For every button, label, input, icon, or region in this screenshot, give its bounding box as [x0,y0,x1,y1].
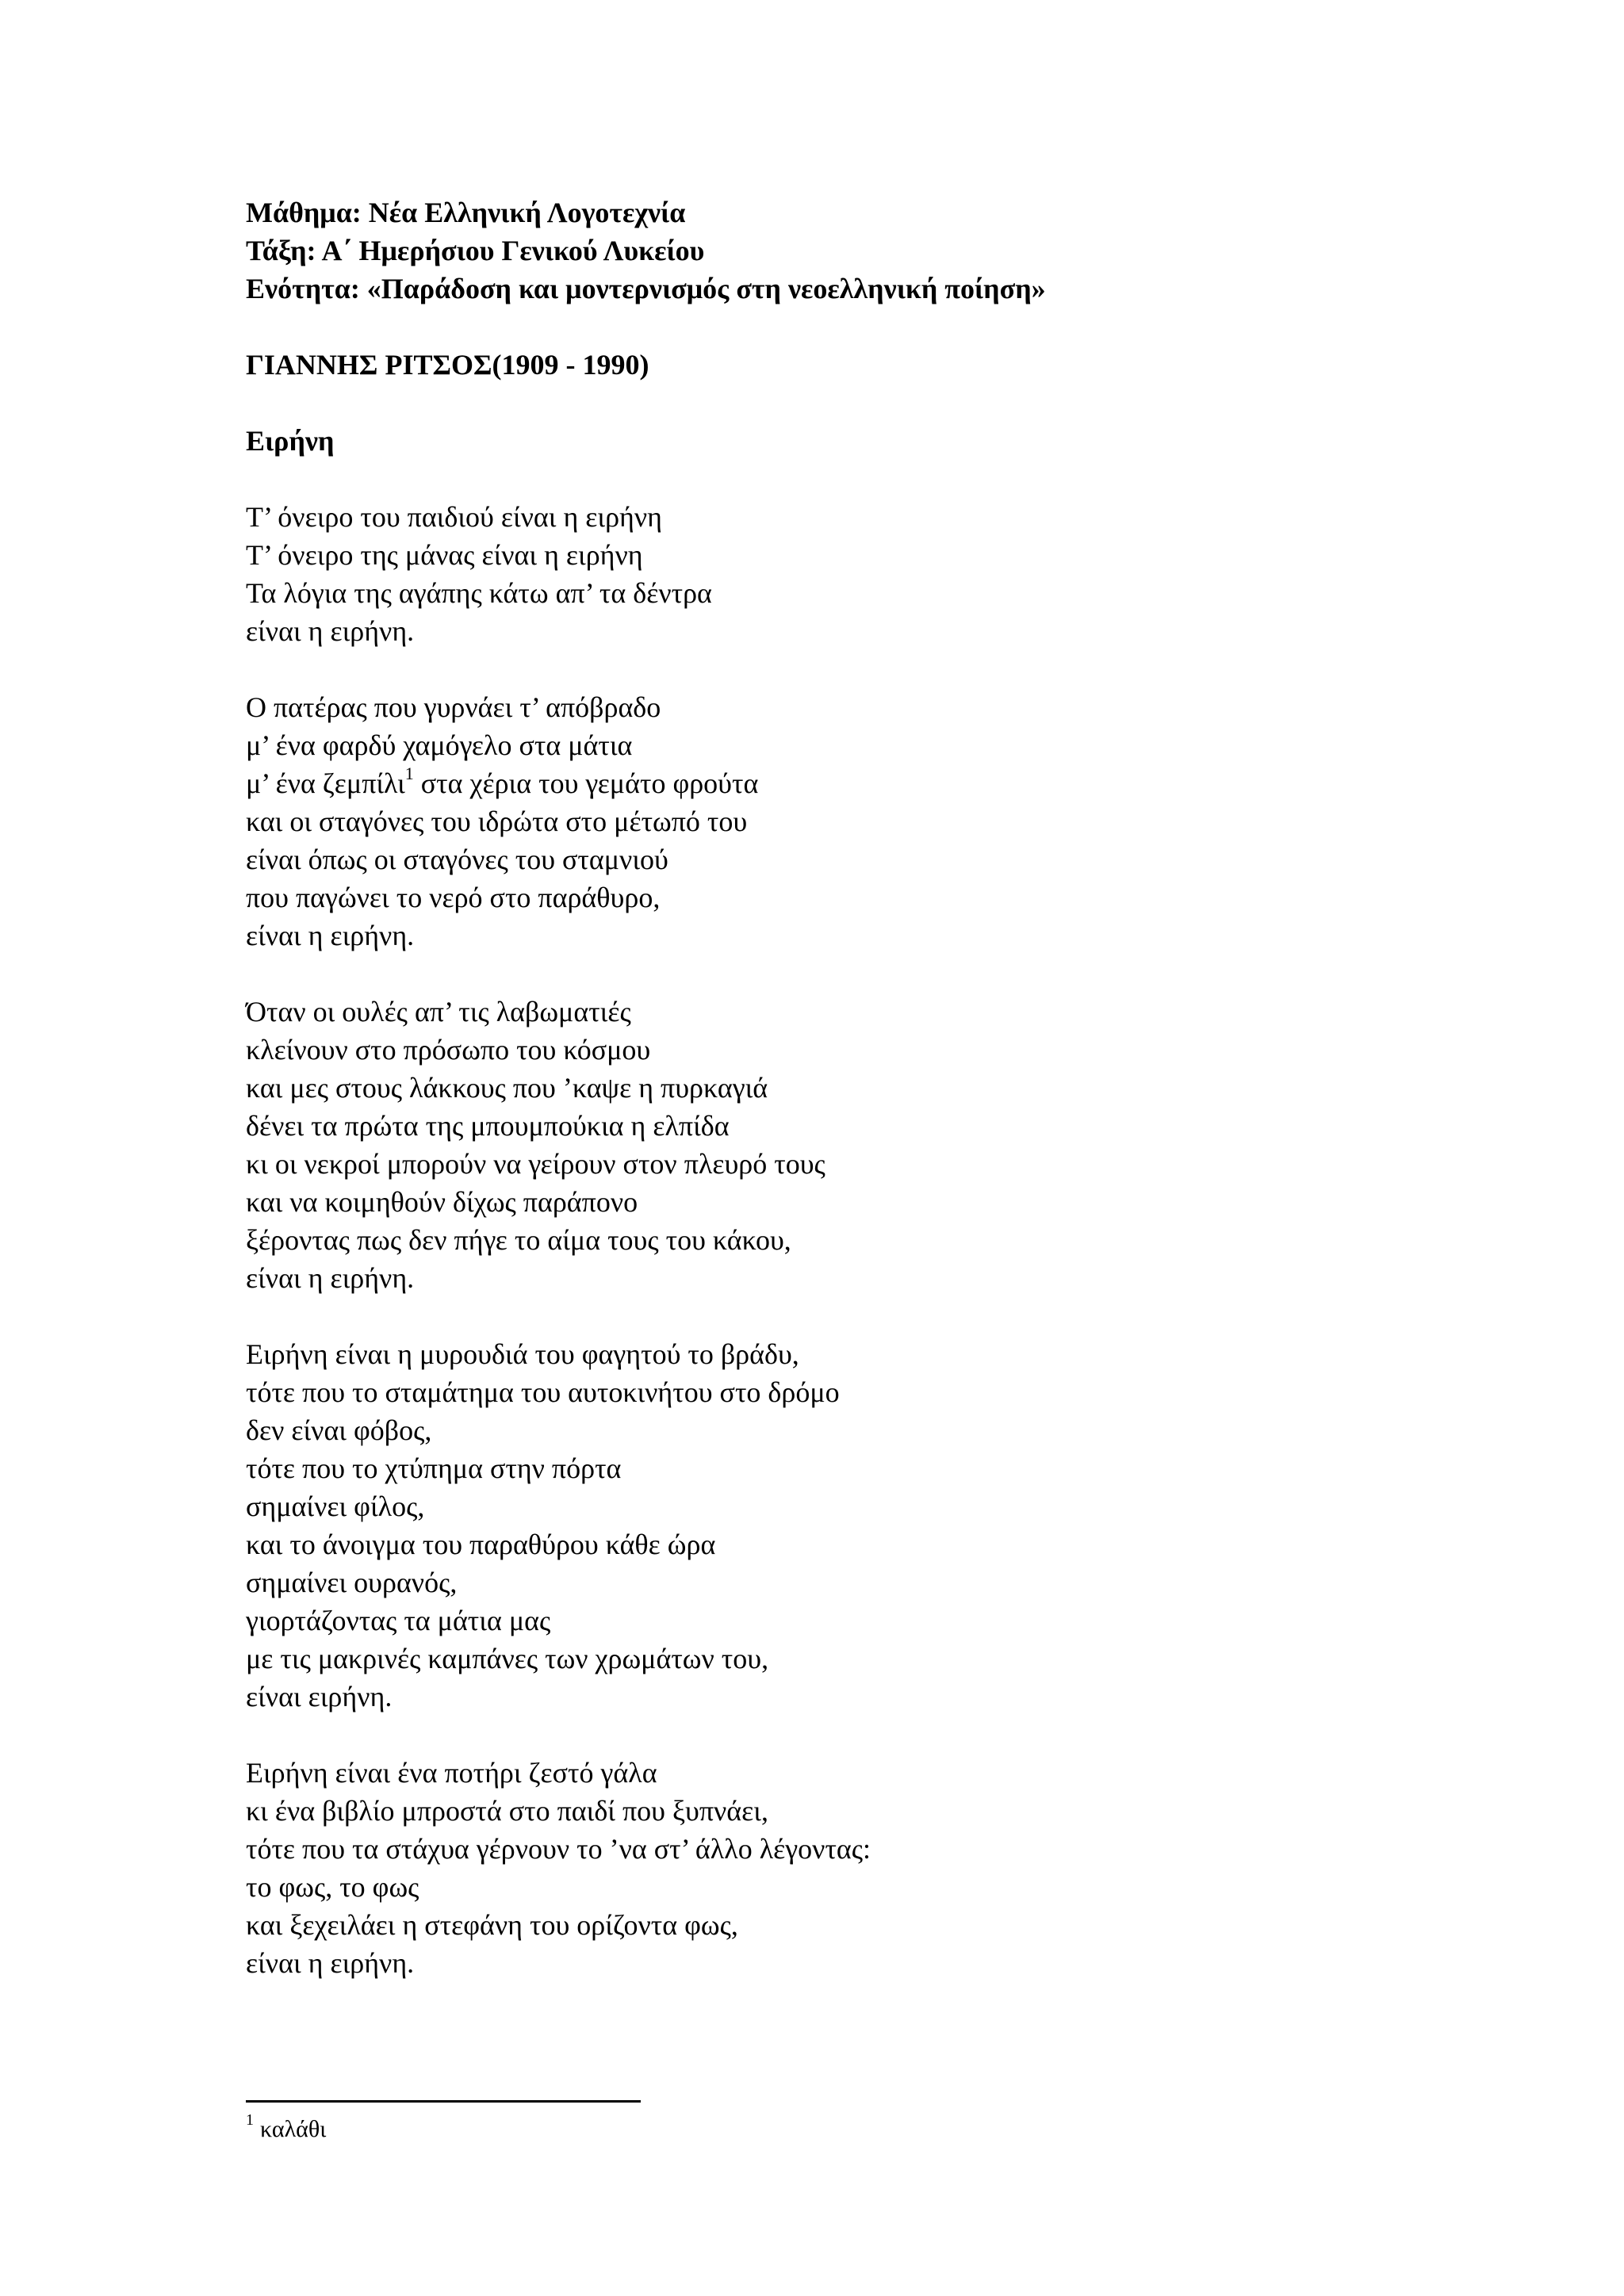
subject-heading: Μάθημα: Νέα Ελληνική Λογοτεχνία [246,197,686,228]
poem-line: γιορτάζοντας τα μάτια μας [246,1605,551,1636]
footnote-marker: 1 [246,2111,254,2129]
poem-line-text: μ’ ένα ζεμπίλι [246,767,405,799]
poem-line: Τ’ όνειρο του παιδιού είναι η ειρήνη [246,501,662,533]
poem-line: Ο πατέρας που γυρνάει τ’ απόβραδο [246,691,661,723]
footnote-reference: 1 [404,763,414,783]
poem-line: δεν είναι φόβος, [246,1414,432,1446]
poem-line: δένει τα πρώτα της μπουμπούκια η ελπίδα [246,1110,730,1142]
poem-line: που παγώνει το νερό στο παράθυρο, [246,882,661,913]
poem-line: είναι η ειρήνη. [246,920,415,951]
poem-line: είναι η ειρήνη. [246,1262,415,1294]
poem-line: και οι σταγόνες του ιδρώτα στο μέτωπό του [246,806,748,837]
document-content [246,193,1435,1982]
poem-line: σημαίνει φίλος, [246,1490,425,1522]
poem-line: Ειρήνη είναι η μυρουδιά του φαγητού το βράδυ, [246,1338,799,1370]
poem-line: τότε που το χτύπημα στην πόρτα [246,1452,622,1484]
poem-line: με τις μακρινές καμπάνες των χρωμάτων του, [246,1643,769,1674]
poem-line: είναι η ειρήνη. [246,1947,415,1979]
poem-line: Τ’ όνειρο της μάνας είναι η ειρήνη [246,539,643,571]
poem-line: Ειρήνη είναι ένα ποτήρι ζεστό γάλα [246,1757,657,1789]
stanza-5 [246,1754,1435,1982]
footnote-separator [246,2100,641,2103]
poem-title: Ειρήνη [246,425,335,457]
poem-line: Όταν οι ουλές απ’ τις λαβωματιές [246,996,631,1027]
poem-line: ξέροντας πως δεν πήγε το αίμα τους του κάκου, [246,1224,791,1256]
unit-heading: Ενότητα: «Παράδοση και μοντερνισμός στη νεοελληνική ποίηση» [246,273,1046,304]
footnote [246,2111,327,2145]
poem-line: κι οι νεκροί μπορούν να γείρουν στον πλευρό τους [246,1148,825,1180]
poem-line: και το άνοιγμα του παραθύρου κάθε ώρα [246,1529,716,1560]
poem-line: μ’ ένα φαρδύ χαμόγελο στα μάτια [246,729,633,761]
stanza-4 [246,1335,1435,1716]
poem-line: τότε που τα στάχυα γέρνουν το ’να στ’ άλλο λέγοντας: [246,1833,871,1865]
poem-line: είναι όπως οι σταγόνες του σταμνιού [246,844,668,875]
author-heading: ΓΙΑΝΝΗΣ ΡΙΤΣΟΣ(1909 - 1990) [246,349,649,381]
stanza-3 [246,993,1435,1297]
stanza-1 [246,498,1435,650]
poem-line: το φως, το φως [246,1871,419,1903]
footnote-text: καλάθι [260,2116,327,2142]
poem-line: κι ένα βιβλίο μπροστά στο παιδί που ξυπνάει, [246,1795,768,1827]
poem-line: είναι η ειρήνη. [246,615,415,647]
poem-line: σημαίνει ουρανός, [246,1567,458,1598]
poem-line-text: στα χέρια του γεμάτο φρούτα [413,767,759,799]
poem-line: και να κοιμηθούν δίχως παράπονο [246,1186,638,1218]
stanza-2 [246,688,1435,955]
poem-line: Τα λόγια της αγάπης κάτω απ’ τα δέντρα [246,577,712,609]
poem-line: είναι ειρήνη. [246,1681,393,1712]
poem-line: κλείνουν στο πρόσωπο του κόσμου [246,1034,651,1066]
class-heading: Τάξη: Α΄ Ημερήσιου Γενικού Λυκείου [246,235,705,266]
poem-line: τότε που το σταμάτημα του αυτοκινήτου στο δρόμο [246,1376,840,1408]
poem-line: και μες στους λάκκους που ’καψε η πυρκαγιά [246,1072,768,1104]
poem-line: και ξεχειλάει η στεφάνη του ορίζοντα φως, [246,1909,738,1941]
poem-line-with-footnote [246,764,1435,802]
